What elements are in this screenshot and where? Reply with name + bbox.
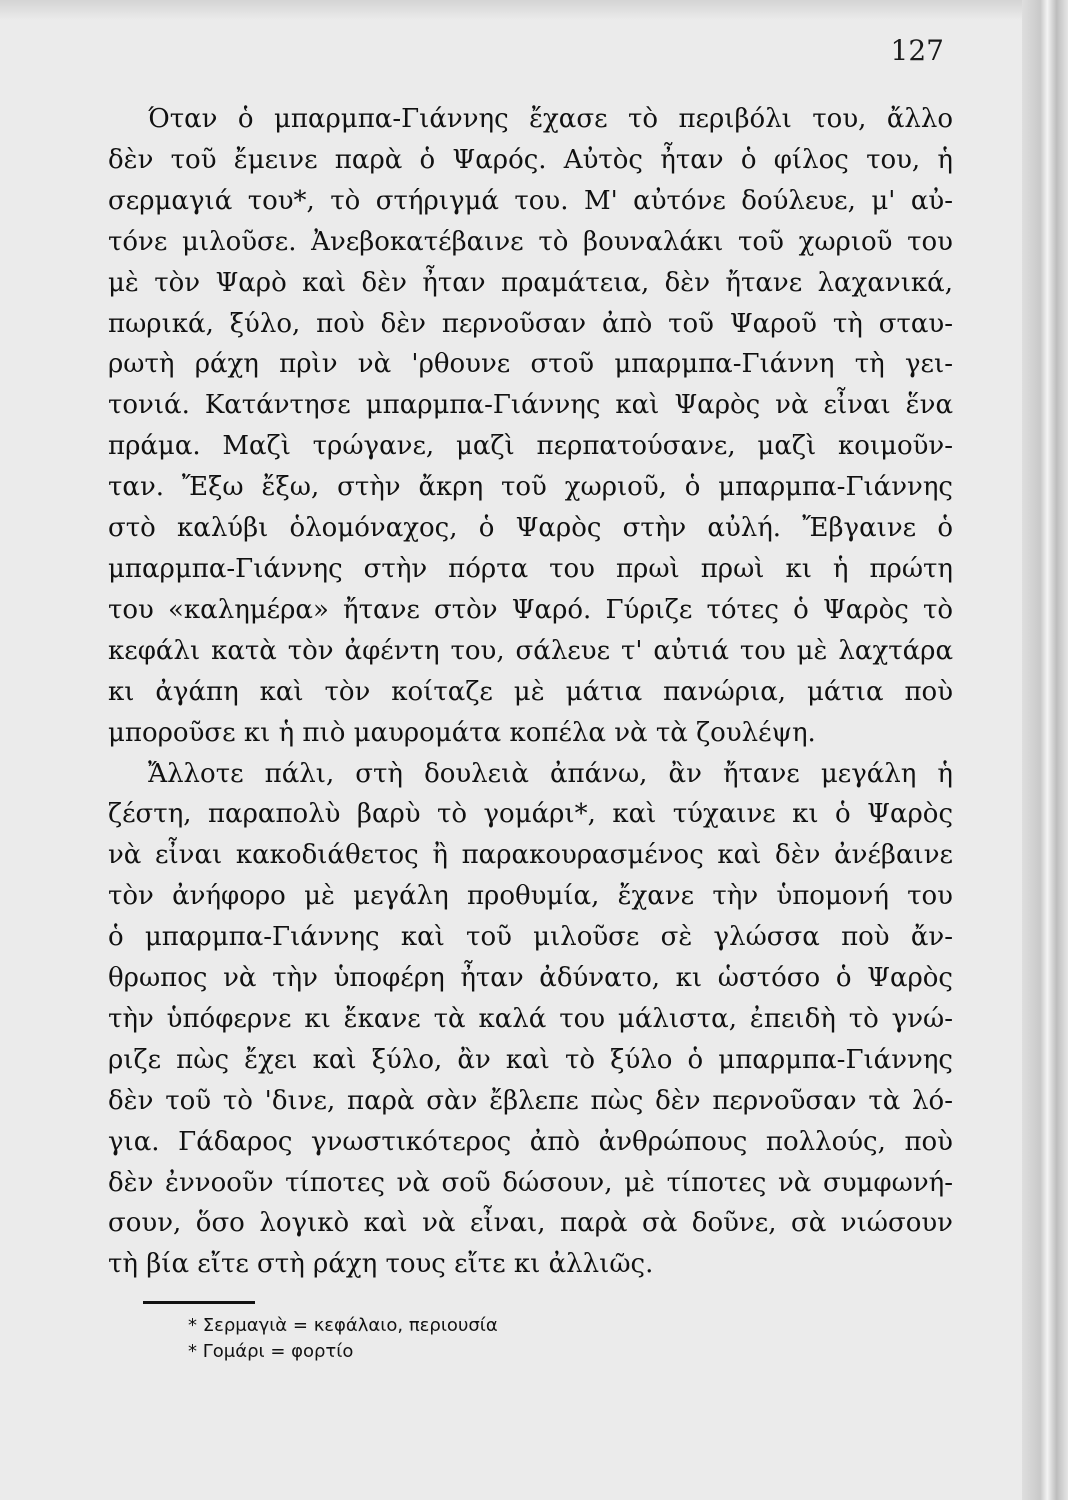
text-line: πωρικά, ξύλο, ποὺ δὲν περνοῦσαν ἀπὸ τοῦ Ψαροῦ τὴ σταυ- (108, 308, 953, 339)
text-line: ριζε πὼς ἔχει καὶ ξύλο, ἂν καὶ τὸ ξύλο ὁ μπαρμπα-Γιάννης (108, 1044, 953, 1075)
text-line: πράμα. Μαζὶ τρώγανε, μαζὶ περπατούσανε, μαζὶ κοιμοῦν- (108, 431, 953, 462)
text-line: ρωτὴ ράχη πρὶν νὰ 'ρθουνε στοῦ μπαρμπα-Γιάννη τὴ γει- (108, 349, 953, 380)
text-line: μποροῦσε κι ἡ πιὸ μαυρομάτα κοπέλα νὰ τὰ ζουλέψη. (108, 717, 816, 748)
text-line: νὰ εἶναι κακοδιάθετος ἢ παρακουρασμένος καὶ δὲν ἀνέβαινε (108, 840, 953, 871)
footnote-divider (143, 1301, 255, 1304)
text-line: μὲ τὸν Ψαρὸ καὶ δὲν ἦταν πραμάτεια, δὲν ἤτανε λαχανικά, (108, 267, 953, 298)
text-line: κι ἀγάπη καὶ τὸν κοίταζε μὲ μάτια πανώρια, μάτια ποὺ (108, 676, 953, 707)
text-line: κεφάλι κατὰ τὸν ἀφέντη του, σάλευε τ' αὐτιά του μὲ λαχτάρα (108, 635, 953, 666)
text-line: για. Γάδαρος γνωστικότερος ἀπὸ ἀνθρώπους πολλούς, ποὺ (108, 1126, 953, 1157)
text-line: δὲν τοῦ τὸ 'δινε, παρὰ σὰν ἔβλεπε πὼς δὲν περνοῦσαν τὰ λό- (108, 1085, 953, 1116)
text-line: μπαρμπα-Γιάννης στὴν πόρτα του πρωὶ πρωὶ κι ἡ πρώτη (108, 553, 953, 584)
body-text (108, 99, 953, 1285)
text-line: τὸν ἀνήφορο μὲ μεγάλη προθυμία, ἔχανε τὴν ὑπομονή του (108, 881, 953, 912)
footnotes (188, 1313, 498, 1365)
text-line: τόνε μιλοῦσε. Ἀνεβοκατέβαινε τὸ βουναλάκι τοῦ χωριοῦ του (108, 226, 953, 257)
text-line: τονιά. Κατάντησε μπαρμπα-Γιάννης καὶ Ψαρὸς νὰ εἶναι ἕνα (108, 390, 953, 421)
footnote: * Γομάρι = φορτίο (188, 1341, 354, 1362)
text-line: τὴν ὑπόφερνε κι ἔκανε τὰ καλά του μάλιστα, ἐπειδὴ τὸ γνώ- (108, 1003, 953, 1034)
text-line: Ἄλλοτε πάλι, στὴ δουλειὰ ἀπάνω, ἂν ἤτανε μεγάλη ἡ (148, 758, 953, 789)
text-line: θρωπος νὰ τὴν ὑποφέρη ἦταν ἀδύνατο, κι ὡστόσο ὁ Ψαρὸς (108, 963, 953, 994)
page-number: 127 (890, 34, 944, 67)
text-line: δὲν τοῦ ἔμεινε παρὰ ὁ Ψαρός. Αὐτὸς ἦταν ὁ φίλος του, ἡ (108, 144, 953, 175)
text-line: ὁ μπαρμπα-Γιάννης καὶ τοῦ μιλοῦσε σὲ γλώσσα ποὺ ἄν- (108, 922, 953, 953)
text-line: Όταν ὁ μπαρμπα-Γιάννης ἔχασε τὸ περιβόλι του, ἄλλο (148, 104, 953, 134)
footnote: * Σερμαγιὰ = κεφάλαιο, περιουσία (188, 1315, 498, 1336)
text-line: ταν. Ἔξω ἔξω, στὴν ἄκρη τοῦ χωριοῦ, ὁ μπαρμπα-Γιάννης (108, 472, 953, 503)
text-line: ζέστη, παραπολὺ βαρὺ τὸ γομάρι*, καὶ τύχαινε κι ὁ Ψαρὸς (108, 799, 953, 830)
text-line: τὴ βία εἴτε στὴ ράχη τους εἴτε κι ἀλλιῶς. (108, 1249, 654, 1280)
text-line: του «καλημέρα» ἤτανε στὸν Ψαρό. Γύριζε τότες ὁ Ψαρὸς τὸ (108, 594, 953, 625)
text-line: στὸ καλύβι ὁλομόναχος, ὁ Ψαρὸς στὴν αὐλή. Ἔβγαινε ὁ (108, 513, 953, 544)
text-line: δὲν ἐννοοῦν τίποτες νὰ σοῦ δώσουν, μὲ τίποτες νὰ συμφωνή- (108, 1167, 953, 1198)
page-stack-edge (1022, 0, 1068, 1500)
page-top-edge (0, 0, 1068, 20)
text-line: σερμαγιά του*, τὸ στήριγμά του. Μ' αὐτόνε δούλευε, μ' αὐ- (108, 185, 953, 216)
text-line: σουν, ὅσο λογικὸ καὶ νὰ εἶναι, παρὰ σὰ δοῦνε, σὰ νιώσουν (108, 1208, 953, 1239)
